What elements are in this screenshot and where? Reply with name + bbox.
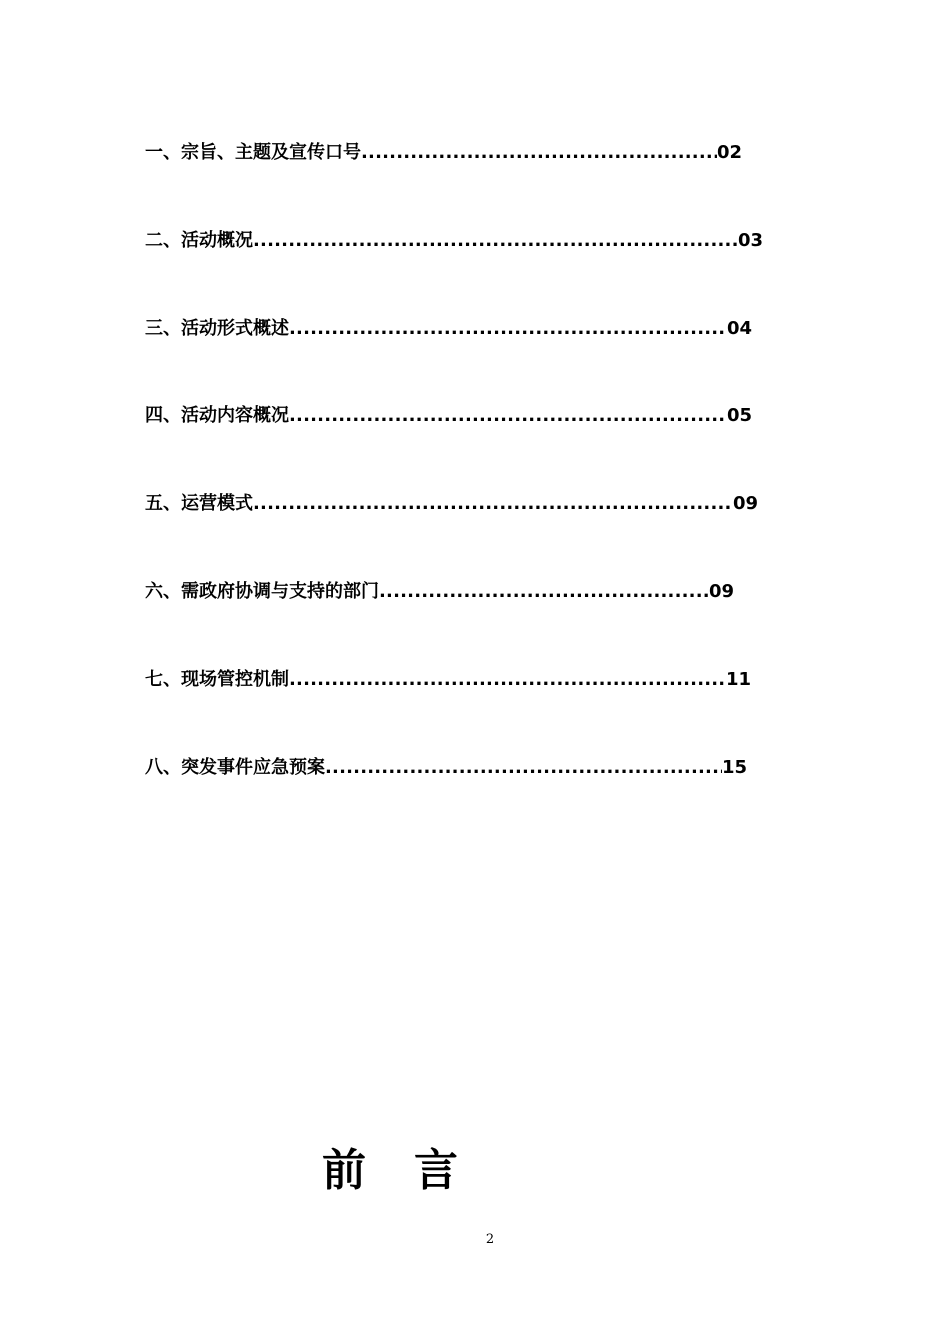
toc-entry[interactable] (145, 489, 758, 517)
toc-entry-title: 八、突发事件应急预案 (145, 757, 325, 778)
toc-dot-leader (253, 493, 733, 514)
toc-entry-title: 七、现场管控机制 (145, 669, 289, 690)
toc-entry-page: 15 (721, 757, 747, 778)
toc-dot-leader (379, 581, 709, 602)
toc-entry-page: 05 (726, 405, 752, 426)
toc-entry[interactable] (145, 401, 752, 429)
toc-dot-leader (289, 405, 727, 426)
toc-dot-leader (253, 230, 738, 251)
toc-entry-title: 二、活动概况 (145, 230, 253, 251)
toc-entry[interactable] (145, 577, 734, 605)
toc-entry[interactable] (145, 226, 763, 254)
toc-entry-page: 04 (726, 318, 752, 339)
toc-entry-page: 09 (732, 493, 758, 514)
toc-entry[interactable] (145, 138, 742, 166)
page-number: 2 (485, 1232, 495, 1247)
toc-entry[interactable] (145, 314, 752, 342)
toc-entry-page: 11 (725, 669, 751, 690)
toc-dot-leader (289, 669, 726, 690)
toc-entry-title: 三、活动形式概述 (145, 318, 289, 339)
toc-entry-title: 一、宗旨、主题及宣传口号 (145, 142, 361, 163)
toc-entry-page: 09 (708, 581, 734, 602)
toc-entry-title: 六、需政府协调与支持的部门 (145, 581, 379, 602)
toc-entry-page: 03 (737, 230, 763, 251)
toc-entry[interactable] (145, 753, 747, 781)
toc-dot-leader (289, 318, 727, 339)
toc-entry-title: 五、运营模式 (145, 493, 253, 514)
toc-dot-leader (361, 142, 717, 163)
toc-entry-title: 四、活动内容概况 (145, 405, 289, 426)
toc-dot-leader (325, 757, 722, 778)
toc-entry-page: 02 (716, 142, 742, 163)
toc-entry[interactable] (145, 665, 751, 693)
preface-heading: 前言 (322, 1145, 506, 1196)
